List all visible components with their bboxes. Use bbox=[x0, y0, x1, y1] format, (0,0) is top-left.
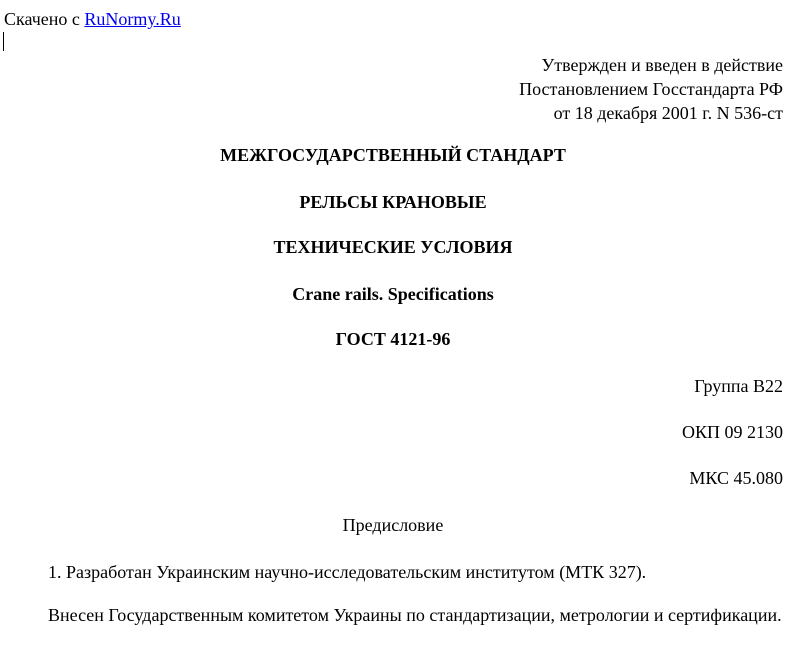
document-subtitle: ТЕХНИЧЕСКИЕ УСЛОВИЯ bbox=[273, 237, 513, 257]
approval-line-1: Утвержден и введен в действие bbox=[541, 55, 783, 75]
foreword-item-1: 1. Разработан Украинским научно-исследовательским институтом (МТК 327). bbox=[48, 562, 647, 582]
standard-type-heading: МЕЖГОСУДАРСТВЕННЫЙ СТАНДАРТ bbox=[220, 145, 566, 165]
approval-block bbox=[519, 53, 783, 125]
document-title: РЕЛЬСЫ КРАНОВЫЕ bbox=[299, 192, 487, 212]
document-title-english: Crane rails. Specifications bbox=[292, 284, 494, 304]
group-code: Группа В22 bbox=[694, 376, 783, 396]
okp-code: ОКП 09 2130 bbox=[681, 422, 783, 442]
source-link[interactable]: RuNormy.Ru bbox=[84, 9, 181, 29]
text-cursor bbox=[3, 32, 4, 51]
approval-line-2: Постановлением Госстандарта РФ bbox=[519, 79, 783, 99]
mks-code: МКС 45.080 bbox=[689, 468, 783, 488]
standard-code: ГОСТ 4121-96 bbox=[335, 329, 451, 349]
approval-line-3: от 18 декабря 2001 г. N 536-ст bbox=[553, 103, 783, 123]
source-line bbox=[4, 8, 181, 30]
source-prefix: Скачено с bbox=[4, 9, 85, 29]
foreword-item-2: Внесен Государственным комитетом Украины по стандартизации, метрологии и сертификации. bbox=[48, 605, 782, 625]
foreword-heading: Предисловие bbox=[342, 515, 444, 535]
